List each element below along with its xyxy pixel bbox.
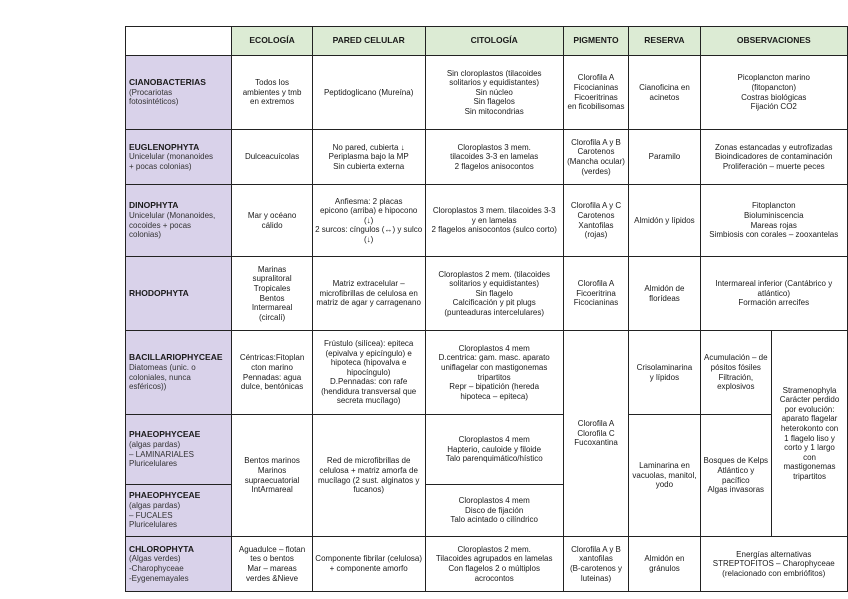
cell-observaciones (700, 185, 847, 257)
text-line: Carácter perdido (779, 395, 840, 405)
text-line: Bentos (259, 293, 285, 303)
text-line: D.Pennadas: con rafe (329, 377, 408, 387)
text-line: epicono (arriba) e hipocono (319, 206, 418, 216)
text-line: tripartitos (793, 471, 826, 481)
text-line: acinetos (649, 92, 680, 102)
text-line: y lípidos (649, 372, 680, 382)
text-line: Repr – bipatición (hereda (449, 382, 540, 392)
text-line: (rojas) (584, 230, 608, 240)
text-line: matriz de agar y carragenano (316, 298, 421, 308)
text-line: Cloroplastos 3 mem. (457, 142, 531, 152)
text-line: – FUCALES (129, 510, 173, 520)
text-line: Sin flagelo (475, 288, 513, 298)
text-line: Mareas rojas (750, 220, 797, 230)
text-line: STREPTOFITOS – Charophyceae (712, 559, 835, 569)
text-line: Frústulo (silícea): epiteca (323, 338, 414, 348)
text-line: Marinas (257, 264, 287, 274)
text-line: Unicelular (monanoides (129, 152, 214, 162)
text-line: supralitoral (252, 274, 292, 284)
cell-observaciones (700, 130, 847, 185)
text-line: Clorofila A y C (570, 201, 622, 211)
row-euglenophyta (126, 130, 848, 185)
text-line: solitarios y equidistantes) (449, 279, 540, 289)
text-line: Bioindicadores de contaminación (715, 152, 833, 162)
text-line: Energías alternativas (736, 549, 812, 559)
group-subtitle (129, 501, 229, 530)
text-line: hipocíngulo) (346, 367, 391, 377)
text-line: heterokonto con (780, 423, 839, 433)
text-line: cálido (261, 220, 283, 230)
text-line: Pennadas: agua (242, 372, 302, 382)
cell-ecologia (232, 185, 312, 257)
text-line: Ficocianinas (573, 82, 619, 92)
text-line: Tilacoides agrupados en lamelas (435, 554, 553, 564)
text-line: (punteaduras intercelulares) (444, 307, 544, 317)
text-line: (Mancha ocular) (567, 157, 625, 166)
text-line: Proliferación – muerte peces (722, 161, 825, 171)
text-line: Cloroplastos 2 mem. (457, 544, 531, 554)
cell-observaciones (700, 257, 847, 331)
text-line: Fucoxantina (574, 438, 618, 448)
text-line: No pared, cubierta ↓ (332, 142, 405, 152)
text-line: mucílago (2 sust. alginatos y (317, 475, 420, 485)
cell-pared-celular (312, 415, 425, 537)
cell-citologia (425, 415, 563, 485)
text-line: Acumulación – de (703, 353, 768, 363)
cell-reserva (629, 130, 700, 185)
cell-citologia (425, 257, 563, 331)
text-line: Carotenos (577, 210, 615, 220)
cell-pigmento (563, 56, 629, 130)
text-line: supraecuatorial (244, 475, 300, 485)
text-line: Peptidoglicano (Mureína) (323, 87, 414, 97)
text-line: Filtración, (718, 372, 754, 382)
cell-observaciones (700, 537, 847, 592)
text-line: secreta mucílago) (336, 396, 401, 406)
text-line: Intermareal (251, 303, 293, 313)
text-line: Almidón y lípidos (634, 215, 695, 225)
rowhead-rhodophyta (126, 257, 232, 331)
group-subtitle (129, 440, 229, 469)
cell-reserva (629, 56, 700, 130)
rowhead-phaeophyceae-laminariales (126, 415, 232, 485)
cell-ecologia (232, 537, 312, 592)
cell-pared-celular (312, 130, 425, 185)
text-line: Marinos (257, 465, 287, 475)
text-line: IntArmareal (251, 485, 293, 495)
text-line: Disco de fijación (465, 505, 524, 515)
text-line: mastigonemas (783, 462, 836, 472)
text-line: y en lamelas (471, 215, 517, 225)
text-line: Ficocianinas (573, 298, 619, 308)
text-line: uniflagelar con mastigonemas (441, 362, 548, 372)
text-line: pósitos fósiles (710, 362, 761, 372)
text-line: xantofilas (579, 554, 613, 564)
group-title: PHAEOPHYCEAE (129, 490, 201, 501)
text-line: Almidón en (644, 554, 685, 564)
group-subtitle (129, 363, 229, 392)
text-line: Ficoeritrinas (574, 92, 618, 102)
row-dinophyta (126, 185, 848, 257)
text-line: (algas pardas) (129, 500, 181, 510)
text-line: Atlántico y (717, 465, 755, 475)
text-line: (↓) (364, 234, 374, 244)
text-line: Almidón de (644, 283, 685, 293)
cell-observaciones-right (772, 331, 848, 537)
header-observaciones: OBSERVACIONES (700, 27, 847, 56)
text-line: Fijación CO2 (750, 102, 797, 112)
cell-ecologia (232, 415, 312, 537)
text-line: Crisolaminarina (636, 362, 693, 372)
header-pigmento: PIGMENTO (563, 27, 629, 56)
text-line: Sin núcleo (475, 87, 513, 97)
text-line: Costras biológicas (741, 92, 807, 102)
cell-citologia (425, 130, 563, 185)
cell-pared-celular (312, 257, 425, 331)
text-line: gránulos (649, 564, 680, 573)
text-line: Cloroplastos 3 mem. tilacoides 3-3 (432, 206, 556, 216)
text-line: Mar y océano (247, 210, 297, 220)
group-subtitle (129, 152, 229, 171)
text-line: fotosintéticos) (129, 97, 179, 107)
text-line: (relacionado con embriófitos) (722, 568, 826, 578)
text-line: Sin mitocondrias (464, 106, 524, 116)
cell-reserva (629, 415, 700, 537)
text-line: Tropicales (253, 283, 291, 293)
text-line: Stramenophyla (782, 385, 837, 395)
text-line: ambientes y tmb (242, 87, 302, 97)
text-line: cocoides + pocas (129, 220, 192, 230)
cell-observaciones-left (700, 415, 772, 537)
text-line: (verdes) (581, 166, 611, 176)
text-line: Componente fibrilar (celulosa) (315, 554, 423, 564)
text-line: Con flagelos 2 o múltiplos (448, 564, 540, 573)
row-bacillariophyceae (126, 331, 848, 415)
text-line: tilacoides 3-3 en lamelas (450, 152, 539, 162)
text-line: hipoteca – epiteca) (460, 391, 528, 401)
text-line: Xantofilas (578, 220, 614, 230)
text-line: (Procariotas (129, 87, 173, 97)
text-line: Anfiesma: 2 placas (334, 196, 403, 206)
group-title: RHODOPHYTA (129, 287, 189, 298)
group-title: CHLOROPHYTA (129, 543, 195, 554)
cell-reserva (629, 257, 700, 331)
text-line: Dulceacuícolas (244, 152, 300, 162)
text-line: explosivos (717, 382, 755, 392)
row-phaeophyceae-laminariales (126, 415, 848, 485)
text-line: con (803, 452, 816, 462)
text-line: Zonas estancadas y eutrofizadas (715, 142, 833, 152)
text-line: 1 flagelo liso y (784, 433, 835, 443)
rowhead-euglenophyta (126, 130, 232, 185)
cell-pigmento (563, 537, 629, 592)
text-line: Bentos marinos (244, 456, 300, 466)
text-line: Carotenos (577, 147, 615, 157)
rowhead-bacillariophyceae (126, 331, 232, 415)
text-line: Pluricelulares (129, 520, 178, 530)
header-row (126, 27, 848, 56)
text-line: aparato flagelar (781, 414, 838, 424)
text-line: colonias) (129, 230, 162, 240)
cell-pared-celular (312, 185, 425, 257)
text-line: (Algas verdes) (129, 554, 181, 564)
text-line: hipoteca (hipovalva e (330, 358, 407, 368)
text-line: esféricos)) (129, 382, 167, 392)
text-line: -Eygenemayales (129, 573, 189, 583)
rowhead-dinophyta (126, 185, 232, 257)
text-line: Laminarina en (639, 461, 690, 471)
algae-comparison-table (125, 26, 848, 592)
text-line: Paramilo (648, 152, 681, 162)
text-line: Formación arrecifes (738, 298, 810, 308)
cell-observaciones (700, 56, 847, 130)
cell-reserva (629, 185, 700, 257)
text-line: coloniales, nunca (129, 372, 191, 382)
text-line: Sin cloroplastos (tilacoides (446, 68, 542, 78)
cell-ecologia (232, 56, 312, 130)
text-line: Unicelular (Monanoides, (129, 210, 216, 220)
text-line: Pluricelulares (129, 459, 178, 469)
text-line: Ficoeritrina (576, 288, 616, 298)
group-title: PHAEOPHYCEAE (129, 429, 201, 440)
text-line: + componente amorfo (329, 564, 408, 573)
text-line: fucanos) (353, 485, 384, 495)
cell-ecologia (232, 130, 312, 185)
text-line: 2 flagelos anisocontos (454, 161, 534, 171)
text-line: (algas pardas) (129, 439, 181, 449)
text-line: (epivalva y epicíngulo) e (325, 348, 412, 358)
text-line: Talo parenquimático/hístico (445, 454, 543, 464)
text-line: Clorofila A y B (571, 544, 621, 554)
cell-observaciones-left (700, 331, 772, 415)
text-line: (circalí) (258, 312, 286, 322)
text-line: D.centrica: gam. masc. aparato (438, 353, 550, 363)
text-line: Mar – mareas (247, 564, 297, 573)
text-line: Bioluminiscencia (743, 210, 804, 220)
text-line: vacuolas, manitol, (632, 470, 697, 480)
text-line: 2 surcos: cíngulos (↔) y sulco (315, 225, 423, 235)
text-line: Todos los (255, 78, 289, 88)
row-chlorophyta (126, 537, 848, 592)
text-line: Calcificación y pit plugs (452, 298, 536, 308)
text-line: Sin flagelos (473, 97, 515, 107)
text-line: Clorofila A (577, 73, 615, 83)
header-citologia: CITOLOGÍA (425, 27, 563, 56)
text-line: atlántico) (757, 288, 790, 298)
group-subtitle (129, 211, 229, 240)
text-line: Clorofila A (577, 419, 615, 429)
cell-citologia (425, 185, 563, 257)
text-line: – LAMINARIALES (129, 449, 194, 459)
text-line: Picoplancton marino (737, 73, 810, 83)
text-line: tes o bentos (250, 554, 294, 564)
text-line: corto y 1 largo (784, 443, 835, 453)
text-line: (fitopancton) (751, 82, 796, 92)
cell-pigmento (563, 257, 629, 331)
text-line: Cianoficina en (639, 82, 690, 92)
text-line: solitarios y equidistantes) (449, 78, 540, 88)
text-line: Cloroplastos 2 mem. (tilacoides (438, 269, 550, 279)
row-cianobacterias (126, 56, 848, 130)
header-corner (126, 27, 232, 56)
text-line: 2 flagelos anisocontos (sulco corto) (431, 225, 557, 235)
group-title: BACILLARIOPHYCEAE (129, 352, 223, 363)
text-line: Cloroplastos 4 mem (458, 435, 530, 445)
text-line: Aguadulce – flotan (238, 544, 306, 554)
group-subtitle (129, 554, 229, 583)
cell-citologia (425, 485, 563, 537)
text-line: Clorofila C (577, 428, 615, 438)
text-line: Bosques de Kelps (703, 456, 769, 466)
text-line: Clorofila A (577, 279, 615, 289)
text-line: cton marino (251, 362, 293, 372)
cell-pared-celular (312, 56, 425, 130)
group-title: CIANOBACTERIAS (129, 77, 206, 88)
text-line: Cloroplastos 4 mem (458, 343, 530, 353)
text-line: Clorofila A y B (571, 137, 621, 147)
text-line: dulce, bentónicas (240, 382, 304, 392)
text-line: Periplasma bajo la MP (328, 152, 409, 162)
group-title: DINOPHYTA (129, 200, 179, 211)
text-line: Simbiosis con corales – zooxantelas (709, 230, 839, 240)
text-line: Red de microfibrillas de (326, 456, 411, 466)
text-line: Cloroplastos 4 mem (458, 496, 530, 506)
text-line: Fitoplancton (751, 201, 796, 211)
text-line: por evolución: (784, 404, 835, 414)
text-line: Sin cubierta externa (333, 161, 405, 171)
cell-pigmento (563, 130, 629, 185)
text-line: tripartitos (477, 372, 511, 382)
header-pared-celular: PARED CELULAR (312, 27, 425, 56)
cell-pared-celular (312, 331, 425, 415)
text-line: en extremos (250, 97, 295, 107)
text-line: (hendidura transversal que (321, 386, 417, 396)
text-line: Talo acintado o cilíndrico (450, 515, 538, 525)
text-line: verdes &Nieve (246, 573, 299, 583)
text-line: Hapterio, cauloide y filoide (447, 444, 542, 454)
text-line: Matriz extracelular – (332, 279, 405, 289)
rowhead-phaeophyceae-fucales (126, 485, 232, 537)
cell-ecologia (232, 331, 312, 415)
text-line: + pocas colonias) (129, 161, 192, 171)
row-rhodophyta (126, 257, 848, 331)
group-subtitle (129, 88, 229, 107)
text-line: Céntricas:Fitoplan (239, 353, 305, 363)
text-line: en ficobilisomas (567, 102, 625, 112)
text-line: (B-carotenos y (569, 564, 623, 573)
text-line: florídeas (649, 293, 680, 303)
cell-reserva (629, 331, 700, 415)
cell-citologia (425, 331, 563, 415)
cell-citologia (425, 56, 563, 130)
text-line: pacífico (722, 475, 750, 485)
text-line: yodo (655, 480, 674, 490)
text-line: (↓) (364, 215, 374, 225)
group-title: EUGLENOPHYTA (129, 141, 200, 152)
cell-reserva (629, 537, 700, 592)
header-ecologia: ECOLOGÍA (232, 27, 312, 56)
text-line: celulosa + matriz amorfa de (319, 465, 418, 475)
rowhead-chlorophyta (126, 537, 232, 592)
cell-pigmento (563, 185, 629, 257)
text-line: luteinas) (580, 573, 612, 583)
text-line: -Charophyceae (129, 564, 184, 573)
cell-pared-celular (312, 537, 425, 592)
text-line: Diatomeas (unic. o (129, 362, 196, 372)
cell-citologia (425, 537, 563, 592)
rowhead-cianobacterias (126, 56, 232, 130)
text-line: microfibrillas de celulosa en (319, 288, 418, 298)
cell-pigmento (563, 331, 629, 537)
cell-ecologia (232, 257, 312, 331)
text-line: Intermareal inferior (Cantábrico y (715, 279, 833, 289)
header-reserva: RESERVA (629, 27, 700, 56)
text-line: Algas invasoras (707, 485, 765, 495)
text-line: acrocontos (474, 573, 514, 583)
